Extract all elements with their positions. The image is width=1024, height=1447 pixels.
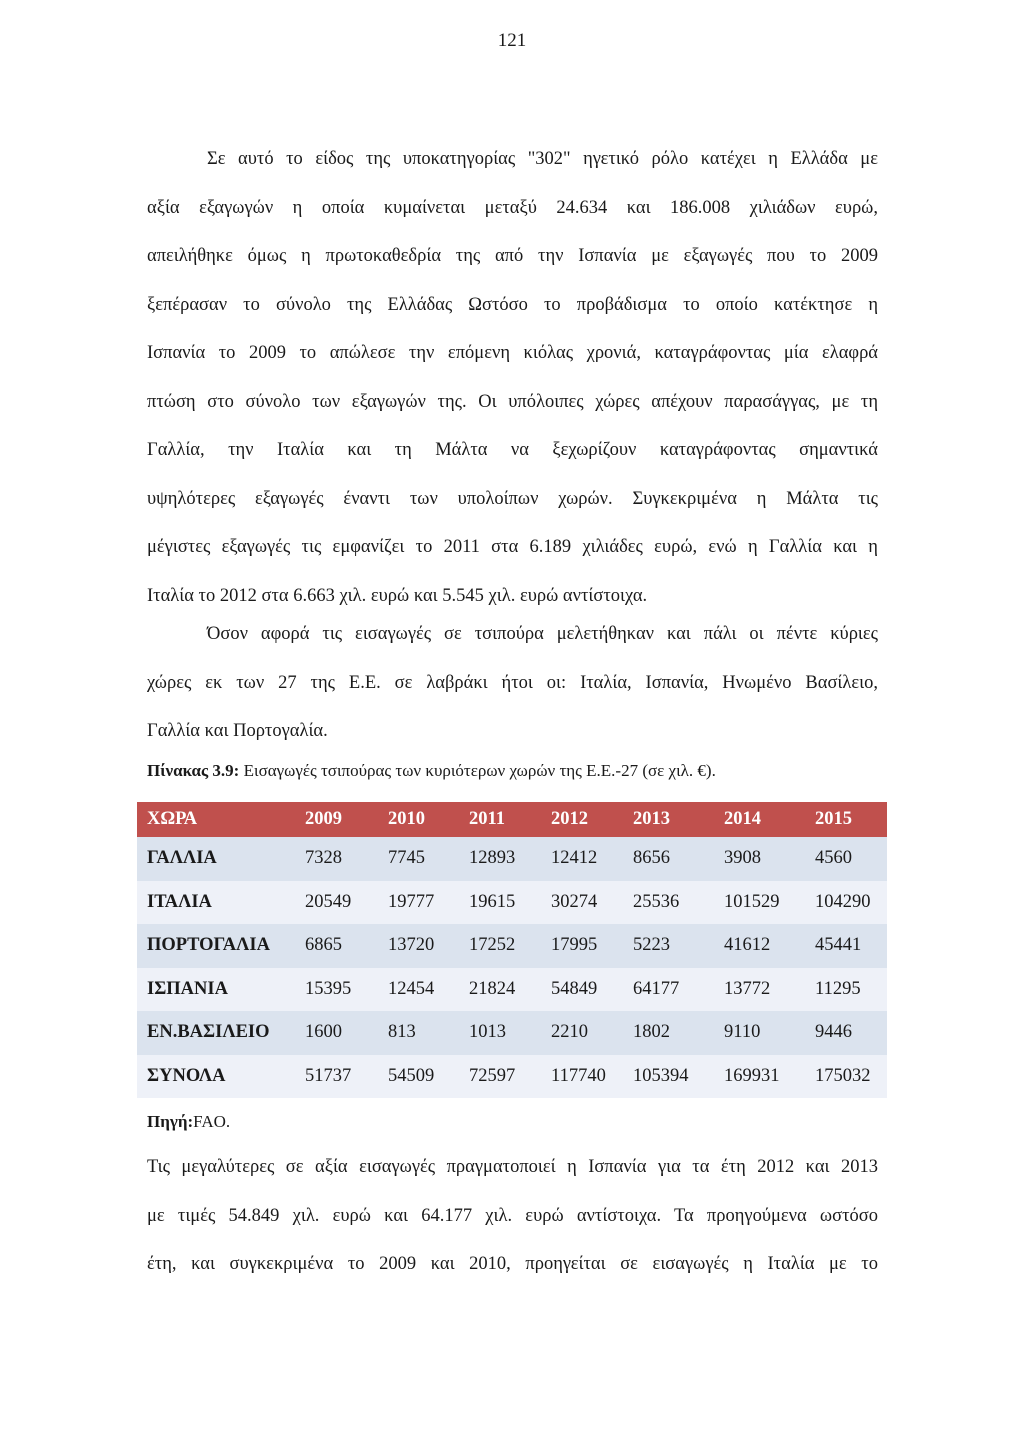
value-cell: 17252 <box>459 924 541 968</box>
header-cell-year: 2013 <box>623 802 714 837</box>
value-cell: 105394 <box>623 1055 714 1099</box>
value-cell: 13772 <box>714 968 805 1012</box>
table-row <box>137 924 887 968</box>
value-cell: 15395 <box>295 968 378 1012</box>
text-line: Γαλλία, την Ιταλία και τη Μάλτα να ξεχωρίζουν καταγράφοντας σημαντικά <box>147 440 878 460</box>
country-cell: ΓΑΛΛΙΑ <box>137 837 295 881</box>
value-cell: 13720 <box>378 924 459 968</box>
value-cell: 9446 <box>805 1011 887 1055</box>
value-cell: 175032 <box>805 1055 887 1099</box>
source-text: FAO. <box>193 1112 231 1131</box>
header-cell-year: 2011 <box>459 802 541 837</box>
header-cell-year: 2010 <box>378 802 459 837</box>
table-row <box>137 881 887 925</box>
table-row <box>137 837 887 881</box>
text-line: Γαλλία και Πορτογαλία. <box>147 721 328 741</box>
table-caption <box>147 761 716 781</box>
value-cell: 19777 <box>378 881 459 925</box>
value-cell: 7745 <box>378 837 459 881</box>
value-cell: 117740 <box>541 1055 623 1099</box>
text-line: Όσον αφορά τις εισαγωγές σε τσιπούρα μελετήθηκαν και πάλι οι πέντε κύριες <box>207 624 878 644</box>
paragraph-spain-imports <box>147 1143 878 1289</box>
text-line: ξεπέρασαν το σύνολο της Ελλάδας Ωστόσο το προβάδισμα το οποίο κατέκτησε η <box>147 294 878 315</box>
value-cell: 169931 <box>714 1055 805 1099</box>
header-cell-year: 2012 <box>541 802 623 837</box>
value-cell: 41612 <box>714 924 805 968</box>
country-cell: ΣΥΝΟΛΑ <box>137 1055 295 1099</box>
country-cell: ΙΣΠΑΝΙΑ <box>137 968 295 1012</box>
text-line: Τις μεγαλύτερες σε αξία εισαγωγές πραγματοποιεί η Ισπανία για τα έτη 2012 και 2013 <box>147 1157 878 1177</box>
value-cell: 19615 <box>459 881 541 925</box>
value-cell: 101529 <box>714 881 805 925</box>
table-row <box>137 968 887 1012</box>
value-cell: 45441 <box>805 924 887 968</box>
country-cell: ΕΝ.ΒΑΣΙΛΕΙΟ <box>137 1011 295 1055</box>
value-cell: 104290 <box>805 881 887 925</box>
paragraph-imports-intro <box>147 610 878 756</box>
value-cell: 20549 <box>295 881 378 925</box>
table-row <box>137 1011 887 1055</box>
source-note <box>147 1112 230 1132</box>
value-cell: 12412 <box>541 837 623 881</box>
value-cell: 54509 <box>378 1055 459 1099</box>
text-line: Ιταλία το 2012 στα 6.663 χιλ. ευρώ και 5.545 χιλ. ευρώ αντίστοιχα. <box>147 585 648 606</box>
table-caption-label: Πίνακας 3.9: <box>147 761 240 780</box>
value-cell: 21824 <box>459 968 541 1012</box>
text-line: απειλήθηκε όμως η πρωτοκαθεδρία της από την Ισπανία με εξαγωγές που το 2009 <box>147 246 878 266</box>
value-cell: 1802 <box>623 1011 714 1055</box>
header-cell-country: ΧΩΡΑ <box>137 802 295 837</box>
text-line: πτώση στο σύνολο των εξαγωγών της. Οι υπόλοιπες χώρες απέχουν παρασάγγας, με τη <box>147 391 878 412</box>
value-cell: 64177 <box>623 968 714 1012</box>
paragraph-greek-exports <box>147 135 878 620</box>
value-cell: 54849 <box>541 968 623 1012</box>
value-cell: 3908 <box>714 837 805 881</box>
text-line: με τιμές 54.849 χιλ. ευρώ και 64.177 χιλ. ευρώ αντίστοιχα. Τα προηγούμενα ωστόσο <box>147 1205 878 1226</box>
country-cell: ΙΤΑΛΙΑ <box>137 881 295 925</box>
page-number: 121 <box>497 30 527 51</box>
value-cell: 1013 <box>459 1011 541 1055</box>
value-cell: 2210 <box>541 1011 623 1055</box>
value-cell: 6865 <box>295 924 378 968</box>
text-line: χώρες εκ των 27 της Ε.Ε. σε λαβράκι ήτοι οι: Ιταλία, Ισπανία, Ηνωμένο Βασίλειο, <box>147 672 878 693</box>
text-line: αξία εξαγωγών η οποία κυμαίνεται μεταξύ 24.634 και 186.008 χιλιάδων ευρώ, <box>147 197 878 218</box>
value-cell: 12454 <box>378 968 459 1012</box>
value-cell: 25536 <box>623 881 714 925</box>
value-cell: 11295 <box>805 968 887 1012</box>
table-row-totals <box>137 1055 887 1099</box>
header-cell-year: 2014 <box>714 802 805 837</box>
table-caption-text: Εισαγωγές τσιπούρας των κυριότερων χωρών της Ε.Ε.-27 (σε χιλ. €). <box>239 761 716 780</box>
country-cell: ΠΟΡΤΟΓΑΛΙΑ <box>137 924 295 968</box>
source-label: Πηγή: <box>147 1112 194 1131</box>
value-cell: 72597 <box>459 1055 541 1099</box>
header-cell-year: 2015 <box>805 802 887 837</box>
value-cell: 17995 <box>541 924 623 968</box>
value-cell: 51737 <box>295 1055 378 1099</box>
table-header-row <box>137 802 887 837</box>
value-cell: 9110 <box>714 1011 805 1055</box>
text-line: Ισπανία το 2009 το απώλεσε την επόμενη κιόλας χρονιά, καταγράφοντας μία ελαφρά <box>147 343 878 363</box>
value-cell: 1600 <box>295 1011 378 1055</box>
value-cell: 5223 <box>623 924 714 968</box>
value-cell: 30274 <box>541 881 623 925</box>
header-cell-year: 2009 <box>295 802 378 837</box>
text-line: μέγιστες εξαγωγές τις εμφανίζει το 2011 στα 6.189 χιλιάδες ευρώ, ενώ η Γαλλία και η <box>147 537 878 557</box>
text-line: Σε αυτό το είδος της υποκατηγορίας "302" ηγετικό ρόλο κατέχει η Ελλάδα με <box>207 149 878 169</box>
value-cell: 7328 <box>295 837 378 881</box>
text-line: έτη, και συγκεκριμένα το 2009 και 2010, προηγείται σε εισαγωγές η Ιταλία με το <box>147 1254 878 1274</box>
value-cell: 813 <box>378 1011 459 1055</box>
imports-table <box>137 802 887 1098</box>
value-cell: 4560 <box>805 837 887 881</box>
value-cell: 12893 <box>459 837 541 881</box>
text-line: υψηλότερες εξαγωγές έναντι των υπολοίπων χωρών. Συγκεκριμένα η Μάλτα τις <box>147 488 878 509</box>
value-cell: 8656 <box>623 837 714 881</box>
